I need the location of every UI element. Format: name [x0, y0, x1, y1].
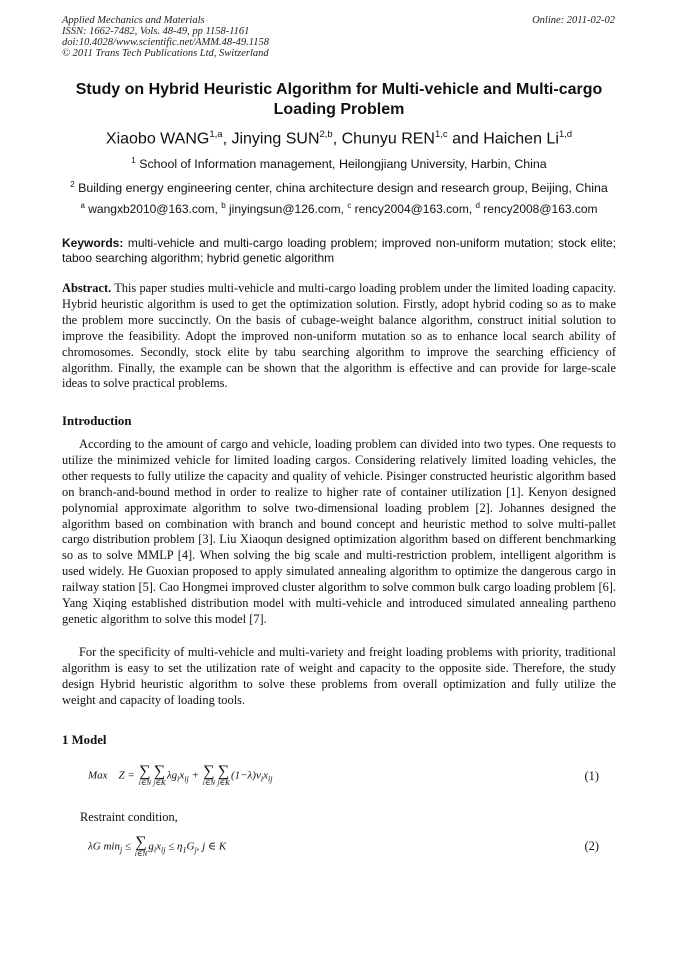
- email-sup: d: [475, 201, 480, 210]
- journal-name: Applied Mechanics and Materials: [62, 15, 205, 26]
- author-affil-sup: 2,b: [319, 129, 333, 140]
- sum-symbol: ∑ j∈K: [153, 763, 166, 787]
- affiliation-1: [62, 156, 616, 171]
- keywords-text: multi-vehicle and multi-cargo loading problem; improved non-uniform mutation; stock elite; taboo searching algorithm; hybrid genetic algorithm: [62, 236, 616, 265]
- restraint-label: Restraint condition,: [80, 810, 178, 824]
- author-name: Jinying SUN: [231, 130, 320, 148]
- eq-condition: , j ∈ K: [196, 840, 227, 853]
- equation-1: Max Z = ∑ i∈N ∑ j∈K $\lambda g_ix_{ij}$ + ∑ i∈N ∑ j∈K $(1-\lambda)v_ix_{ij}$: [88, 763, 273, 787]
- keywords: [62, 236, 616, 266]
- eq-term: (1−λ)v: [230, 769, 261, 782]
- eq-plus: +: [191, 769, 199, 782]
- affiliation-sup: 1: [131, 156, 136, 165]
- author-emails: [62, 201, 616, 216]
- affiliation-2: [60, 180, 618, 195]
- equation-number-2: (2): [584, 839, 599, 853]
- affiliation-text: School of Information management, Heilongjiang University, Harbin, China: [139, 157, 547, 172]
- email-sup: a: [80, 201, 85, 210]
- online-date: Online: 2011-02-02: [532, 15, 615, 26]
- sum-symbol: ∑ i∈N: [134, 834, 148, 858]
- abstract-text: This paper studies multi-vehicle and multi-cargo loading problem under the limited loading capacity. Hybrid heuristic algorithm is used to get the optimization solution. Firstly, adopt hybrid coding so as to make the problem more succinctly. On the basis of cubage-weight balance algorithm, construct initial solution to improve the feasibility. Adopt the improved non-uniform mutation so as to enhance local search ability of chromosomes. Secondly, stock elite by tabu searching algorithm to improve the searching efficiency of algorithm. Finally, the example can be shown that the algorithm is effective and can provide for large-scale ideas to solve practical problems.: [62, 281, 616, 391]
- eq-le: ≤: [124, 840, 131, 853]
- email-text: rency2004@163.com,: [354, 202, 476, 216]
- affiliation-text: Building energy engineering center, china architecture design and research group, Beijing, China: [78, 181, 608, 196]
- equation-2: λG $\min_j$ ≤ ∑ i∈N $g_ix_{ij} \le \eta_1G_j$, j ∈ K: [88, 834, 227, 858]
- journal-doi: doi:10.4028/www.scientific.net/AMM.48-49.1158: [62, 37, 269, 48]
- sum-symbol: ∑ i∈N: [138, 763, 152, 787]
- author-separator: ,: [222, 130, 232, 148]
- email-text: jinyingsun@126.com,: [228, 202, 348, 216]
- introduction-paragraph-2: For the specificity of multi-vehicle and multi-variety and freight loading problems with priority, traditional algorithm is easy to set the utilization rate of weight and capacity to the opposite side. Therefore, the study design Hybrid heuristic algorithm to solve these problems from overall optimization and fully utilize the weight and capacity of loading tools.: [62, 645, 616, 707]
- author-separator: ,: [332, 130, 342, 148]
- email-sup: b: [221, 201, 226, 210]
- email-text: rency2008@163.com: [483, 202, 598, 216]
- eq-max: Max: [88, 769, 108, 782]
- author-list: [62, 129, 616, 148]
- eq-z: Z: [118, 769, 125, 782]
- model-heading: 1 Model: [62, 733, 107, 747]
- eq-lhs: λG min: [88, 840, 120, 853]
- introduction-paragraph-1: According to the amount of cargo and vehicle, loading problem can divided into two types. One requests to utilize the minimized vehicle for limited loading cargos. Considering relatively limited loading vehicles, the other requests to fully utilize the capacity and quality of vehicle. Pisinger constructed heuristic algorithm based on branch-and-bound method in order to realize to higher rate of container utilization [1]. Kenyon designed polynomial approximate algorithm to solve two-dimensional loading problem [2]. Johannes designed the algorithm based on combination with branch and bound concept and heuristic method to solve multi-pallet cargo distribution problem [3]. Liu Xiaoqun designed optimization algorithm based on different benchmarking so as to solve MMLP [4]. When solving the big scale and multi-restriction problem, intelligent algorithm is used widely. He Guoxian proposed to apply simulated annealing algorithm to optimize the dangerous cargo in railway station [5]. Cao Hongmei improved cluster algorithm to solve common bulk cargo loading problem [6]. Yang Xiqing established distribution model with multi-vehicle and introduced simulated annealing partheno genetic algorithm to solve this model [7].: [62, 437, 616, 626]
- eq-le: ≤: [168, 840, 175, 853]
- author-affil-sup: 1,a: [209, 129, 223, 140]
- journal-copyright: © 2011 Trans Tech Publications Ltd, Switzerland: [62, 48, 269, 59]
- author-affil-sup: 1,c: [434, 129, 448, 140]
- paper-title: Study on Hybrid Heuristic Algorithm for Multi-vehicle and Multi-cargo Loading Problem: [75, 81, 603, 118]
- keywords-label: Keywords:: [62, 236, 124, 250]
- sum-symbol: ∑ i∈N: [202, 763, 216, 787]
- email-sup: c: [347, 201, 352, 210]
- eq-term: λg: [166, 769, 178, 782]
- abstract: [62, 281, 616, 392]
- journal-header: [62, 15, 269, 59]
- author-affil-sup: 1,d: [558, 129, 573, 140]
- email-text: wangxb2010@163.com,: [88, 202, 222, 216]
- author-name: Chunyu REN: [341, 130, 435, 148]
- abstract-label: Abstract.: [62, 281, 112, 295]
- author-separator: and: [447, 130, 484, 148]
- affiliation-sup: 2: [70, 180, 75, 189]
- introduction-heading: Introduction: [62, 414, 132, 428]
- eq-equals: =: [127, 769, 135, 782]
- journal-issn: ISSN: 1662-7482, Vols. 48-49, pp 1158-1161: [62, 26, 250, 37]
- sum-symbol: ∑ j∈K: [217, 763, 230, 787]
- equation-number-1: (1): [584, 769, 599, 783]
- author-name: Haichen Li: [483, 130, 559, 148]
- author-name: Xiaobo WANG: [105, 130, 210, 148]
